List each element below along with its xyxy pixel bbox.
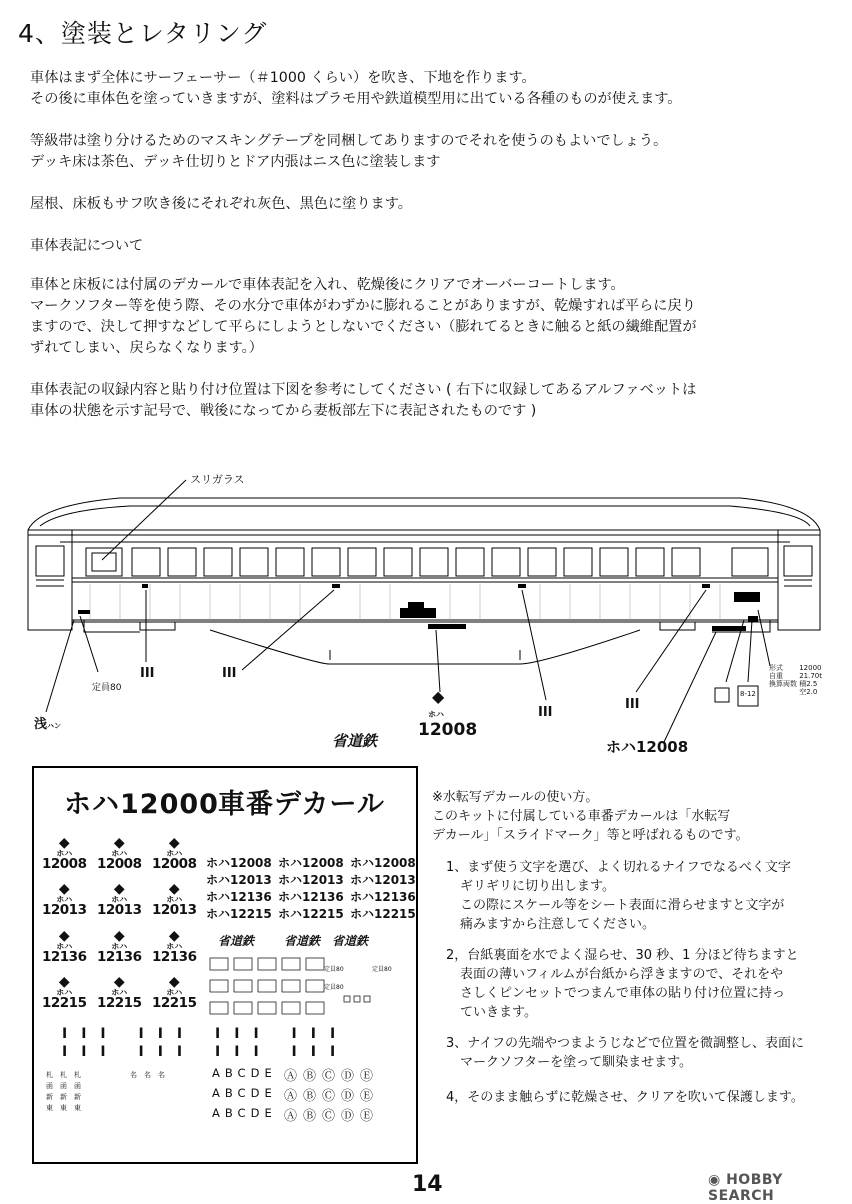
end-number-block: ◆ ホハ 12136: [152, 928, 197, 965]
letter-row: ABCDE: [212, 1106, 277, 1120]
railway-mark: 省道鉄: [332, 732, 378, 750]
side-number: ホハ12008: [278, 856, 344, 870]
passenger-car-diagram: [0, 460, 852, 760]
letter-row: ABCDE: [212, 1066, 277, 1080]
spec-table: 形式 12000 自重 21.70t 換算両数 積2.5 空2.0: [769, 664, 823, 696]
class-mark-3: III: [538, 705, 553, 720]
watermark: ◉ HOBBY SEARCH: [708, 1172, 783, 1204]
hoha-kana: ホハ: [428, 710, 444, 719]
instruction-step-4: 4，そのまま触らずに乾燥させ、クリアを吹いて保護します。: [446, 1090, 804, 1105]
side-number: ホハ12008: [206, 856, 272, 870]
decal-sheet: [32, 766, 418, 1164]
side-number: ホハ12136: [206, 890, 272, 904]
diamond-mark: ◆: [432, 687, 445, 706]
station-marks-left: 札 札 札 函 函 函 新 新 新 東 東 東: [46, 1071, 81, 1112]
asa-mark: 浅ハン: [34, 717, 62, 732]
paragraph-roof: 屋根、床板もサフ吹き後にそれぞれ灰色、黒色に塗ります。: [30, 196, 412, 212]
paragraph-decal: 車体と床板には付属のデカールで車体表記を入れ、乾燥後にクリアでオーバーコートします。 マークソフター等を使う際、その水分で車体がわずかに膨れることがありますが、乾燥すれば平らに戻り ますので、決して押すなどして平らにしようとしないでください（膨れてるときに触ると紙の繊維配置が ずれてしまい、戻らなくなります。）: [30, 277, 697, 356]
railway-mark: 省道鉄: [284, 934, 321, 948]
paragraph-lettering-heading: 車体表記について: [30, 238, 144, 254]
circled-letter-row: ⒶⒷⒸⒹⒺ: [284, 1069, 380, 1084]
section-title: 4、塗装とレタリング: [18, 19, 268, 48]
side-number: ホハ12013: [206, 873, 272, 887]
side-number: ホハ12136: [350, 890, 416, 904]
paragraph-masking: 等級帯は塗り分けるためのマスキングテープを同梱してありますのでそれを使うのもよいでしょう。 デッキ床は茶色、デッキ仕切りとドア内張はニス色に塗装します: [30, 133, 668, 170]
side-number: ホハ12215: [350, 907, 416, 921]
end-number-block: ◆ ホハ 12008: [42, 835, 87, 872]
end-number-block: ◆ ホハ 12013: [97, 881, 142, 918]
instruction-step-3: 3、ナイフの先端やつまようじなどで位置を微調整し、表面に マークソフターを塗って馴染ませます。: [446, 1036, 804, 1070]
side-number: ホハ12136: [278, 890, 344, 904]
side-car-number: ホハ12008: [606, 738, 689, 756]
side-number: ホハ12215: [206, 907, 272, 921]
class-mark-row: III III III III: [62, 1044, 350, 1060]
station-marks-right: 名 名 名: [130, 1071, 165, 1079]
circled-letter-row: ⒶⒷⒸⒹⒺ: [284, 1109, 380, 1124]
end-number-block: ◆ ホハ 12008: [97, 835, 142, 872]
railway-mark: 省道鉄: [218, 934, 255, 948]
side-number: ホハ12215: [278, 907, 344, 921]
capacity-label: 定員80: [324, 984, 344, 991]
hobby-search-logo-icon: ◉: [708, 1172, 727, 1188]
railway-mark: 省道鉄: [332, 934, 369, 948]
end-number-block: ◆ ホハ 12215: [42, 974, 87, 1011]
inspection-box: 8-12: [740, 690, 756, 698]
frosted-glass-label: スリガラス: [190, 473, 245, 486]
paragraph-placement: 車体表記の収録内容と貼り付け位置は下図を参考にしてください ( 右下に収録してあるアルファベットは 車体の状態を示す記号で、戦後になってから妻板部左下に表記されたものです ): [30, 382, 697, 419]
class-mark-1: III: [140, 666, 155, 681]
instruction-step-1: 1、まず使う文字を選び、よく切れるナイフでなるべく文字 ギリギリに切り出します。 この際にスケール等をシート表面に滑らせますと文字が 痛みますから注意してください。: [446, 860, 791, 932]
end-number-block: ◆ ホハ 12136: [97, 928, 142, 965]
end-number-block: ◆ ホハ 12215: [97, 974, 142, 1011]
decal-sheet-title-left: ホハ12000: [64, 789, 219, 820]
end-number-block: ◆ ホハ 12013: [42, 881, 87, 918]
instruction-step-2: 2，台紙裏面を水でよく湿らせ、30 秒、1 分ほど待ちますと 表面の薄いフィルムが台紙から浮きますので、それをや さしくピンセットでつまんで車体の貼り付け位置に持っ ていきます。: [446, 948, 799, 1020]
circled-letter-row: ⒶⒷⒸⒹⒺ: [284, 1089, 380, 1104]
end-number-block: ◆ ホハ 12136: [42, 928, 87, 965]
decal-sheet-title-right: 車番デカール: [218, 789, 385, 820]
capacity-label: 定員80: [92, 683, 122, 693]
end-number-block: ◆ ホハ 12013: [152, 881, 197, 918]
inspection-boxes: [208, 956, 398, 1026]
side-number: ホハ12008: [350, 856, 416, 870]
capacity-label: 定員80: [324, 966, 344, 973]
side-number: ホハ12013: [278, 873, 344, 887]
page-number: 14: [412, 1172, 443, 1197]
letter-row: ABCDE: [212, 1086, 277, 1100]
end-number-block: ◆ ホハ 12008: [152, 835, 197, 872]
end-car-number: 12008: [418, 720, 478, 740]
end-number-block: ◆ ホハ 12215: [152, 974, 197, 1011]
instructions-intro: ※水転写デカールの使い方。 このキットに付属している車番デカールは「水転写 デカール」「スライドマーク」等と呼ばれるものです。: [432, 790, 749, 843]
class-mark-4: III: [625, 697, 640, 712]
side-number: ホハ12013: [350, 873, 416, 887]
paragraph-primer: 車体はまず全体にサーフェーサー（＃1000 くらい）を吹き、下地を作ります。 その後に車体色を塗っていきますが、塗料はプラモ用や鉄道模型用に出ている各種のものが使えます。: [30, 70, 682, 107]
capacity-label: 定員80: [372, 966, 392, 973]
class-mark-2: III: [222, 666, 237, 681]
class-mark-row: III III III III: [62, 1026, 350, 1042]
